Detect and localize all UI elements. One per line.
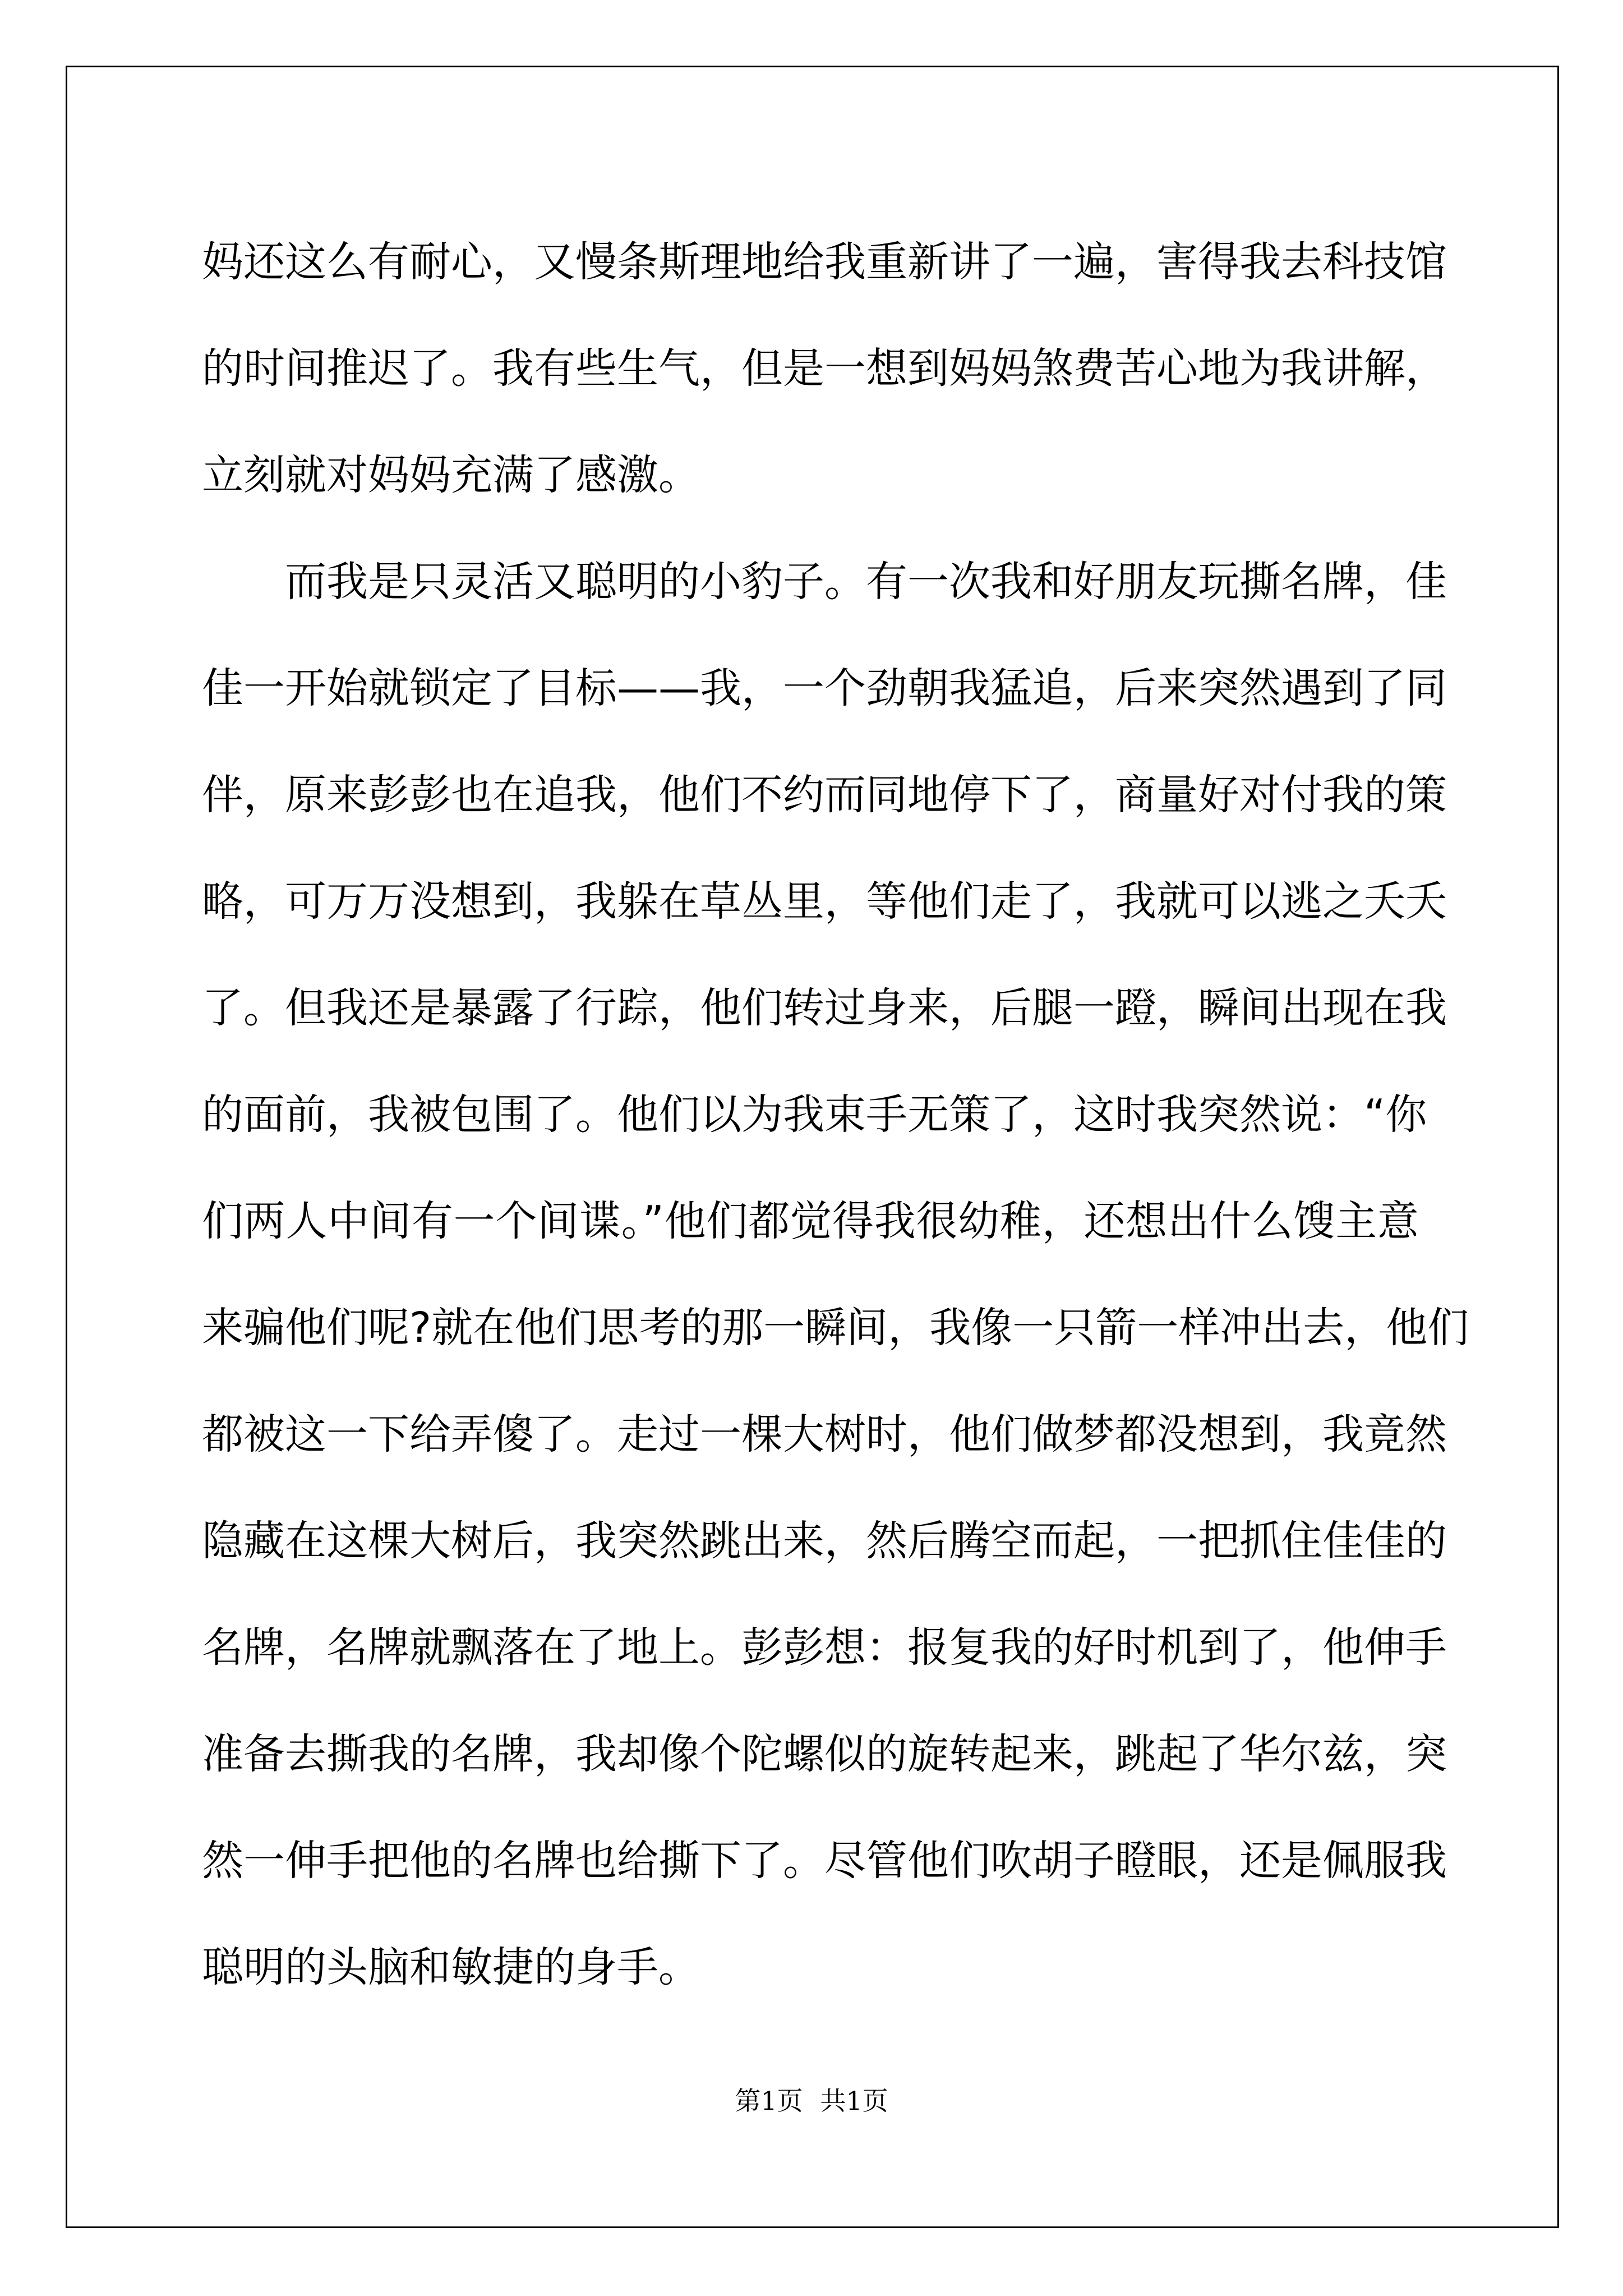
text-line: 的面前，我被包围了。他们以为我束手无策了，这时我突然说：“你 [202,1091,1427,1139]
text-line: 然一伸手把他的名牌也给撕下了。尽管他们吹胡子瞪眼，还是佩服我 [202,1837,1447,1885]
text-line: 佳一开始就锁定了目标——我，一个劲朝我猛追，后来突然遇到了同 [202,664,1447,712]
document-body [202,209,1469,2021]
text-line: 准备去撕我的名牌，我却像个陀螺似的旋转起来，跳起了华尔兹，突 [202,1730,1447,1778]
page-footer [0,2084,1623,2118]
text-line: 而我是只灵活又聪明的小豹子。有一次我和好朋友玩撕名牌，佳 [202,558,1447,606]
text-line: 的时间推迟了。我有些生气，但是一想到妈妈煞费苦心地为我讲解， [202,344,1447,393]
text-line: 隐藏在这棵大树后，我突然跳出来，然后腾空而起，一把抓住佳佳的 [202,1517,1447,1565]
text-line: 来骗他们呢?就在他们思考的那一瞬间，我像一只箭一样冲出去，他们 [202,1304,1469,1352]
text-line: 们两人中间有一个间谍。”他们都觉得我很幼稚，还想出什么馊主意 [202,1197,1419,1245]
text-line: 立刻就对妈妈充满了感激。 [202,451,700,499]
text-line: 名牌，名牌就飘落在了地上。彭彭想：报复我的好时机到了，他伸手 [202,1623,1447,1672]
text-line: 伴，原来彭彭也在追我，他们不约而同地停下了，商量好对付我的策 [202,771,1447,819]
text-line: 妈还这么有耐心，又慢条斯理地给我重新讲了一遍，害得我去科技馆 [202,238,1447,286]
text-line: 了。但我还是暴露了行踪，他们转过身来，后腿一蹬，瞬间出现在我 [202,984,1447,1032]
page-number: 第1页 [735,2086,803,2116]
text-line: 都被这一下给弄傻了。走过一棵大树时，他们做梦都没想到，我竟然 [202,1410,1447,1458]
page-total: 共1页 [820,2086,888,2116]
text-line: 聪明的头脑和敏捷的身手。 [202,1943,700,1991]
text-line: 略，可万万没想到，我躲在草丛里，等他们走了，我就可以逃之夭夭 [202,877,1447,926]
